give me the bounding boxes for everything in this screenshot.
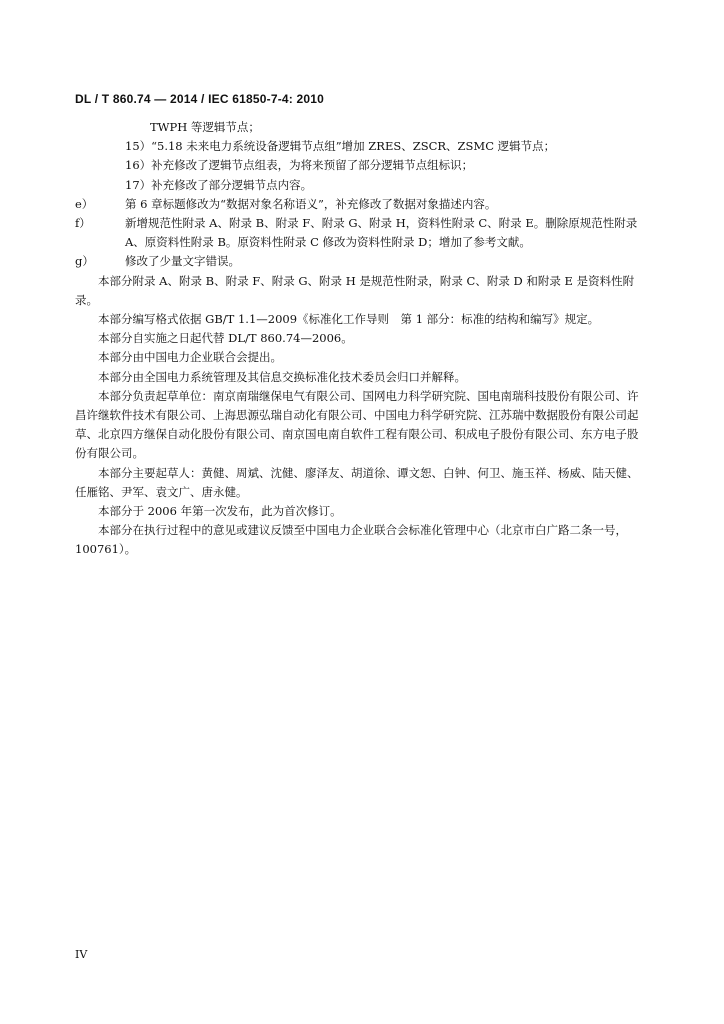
list-text: 第 6 章标题修改为“数据对象名称语义”，补充修改了数据对象描述内容。 (125, 196, 497, 211)
paragraph: 本部分负责起草单位：南京南瑞继保电气有限公司、国网电力科学研究院、国电南瑞科技股份有限公司、许昌许继软件技术有限公司、上海思源弘瑞自动化有限公司、中国电力科学研究院、江苏瑞中数据股份有限公司起草、北京四方继保自动化股份有限公司、南京国电南自软件工程有限公司、积成电子股份有限公司、东方电子股份有限公司。 (75, 388, 639, 461)
paragraph: 本部分在执行过程中的意见或建议反馈至中国电力企业联合会标准化管理中心（北京市白广路二条一号，100761）。 (75, 523, 627, 557)
paragraph: 本部分于 2006 年第一次发布，此为首次修订。 (98, 504, 342, 519)
paragraph: 本部分由全国电力系统管理及其信息交换标准化技术委员会归口并解释。 (98, 369, 466, 384)
list-label: g） (75, 254, 94, 269)
list-item-g (75, 252, 649, 271)
list-item-e (75, 195, 649, 214)
list-text: 修改了少量文字错误。 (125, 254, 240, 269)
list-label: f） (75, 216, 91, 231)
list-label: e） (75, 196, 94, 211)
paragraph: 本部分附录 A、附录 B、附录 F、附录 G、附录 H 是规范性附录，附录 C、附录 D 和附录 E 是资料性附录。 (75, 273, 635, 307)
list-item-f (75, 214, 649, 252)
list-line: 15）“5.18 未来电力系统设备逻辑节点组”增加 ZRES、ZSCR、ZSMC 逻辑节点； (125, 139, 556, 154)
paragraph: 本部分由中国电力企业联合会提出。 (98, 350, 282, 365)
document-header-code: DL / T 860.74 — 2014 / IEC 61850-7-4: 2010 (75, 92, 324, 106)
paragraph: 本部分自实施之日起代替 DL/T 860.74—2006。 (98, 331, 353, 346)
list-line: 17）补充修改了部分逻辑节点内容。 (125, 177, 313, 192)
list-text: 新增规范性附录 A、附录 B、附录 F、附录 G、附录 H，资料性附录 C、附录 E。删除原规范性附录 A、原资料性附录 B。原资料性附录 C 修改为资料性附录 D；增加了参考文献。 (125, 216, 638, 250)
paragraph: 本部分编写格式依据 GB/T 1.1—2009《标准化工作导则 第 1 部分：标准的结构和编写》规定。 (98, 312, 600, 327)
page-number: IV (75, 948, 88, 961)
list-line: 16）补充修改了逻辑节点组表，为将来预留了部分逻辑节点组标识； (125, 158, 474, 173)
document-body (75, 118, 649, 560)
list-line: TWPH 等逻辑节点； (150, 120, 260, 134)
paragraph: 本部分主要起草人：黄健、周斌、沈健、廖泽友、胡道徐、谭文恕、白钟、何卫、施玉祥、杨威、陆天健、任雁铭、尹军、袁文广、唐永健。 (75, 465, 639, 499)
